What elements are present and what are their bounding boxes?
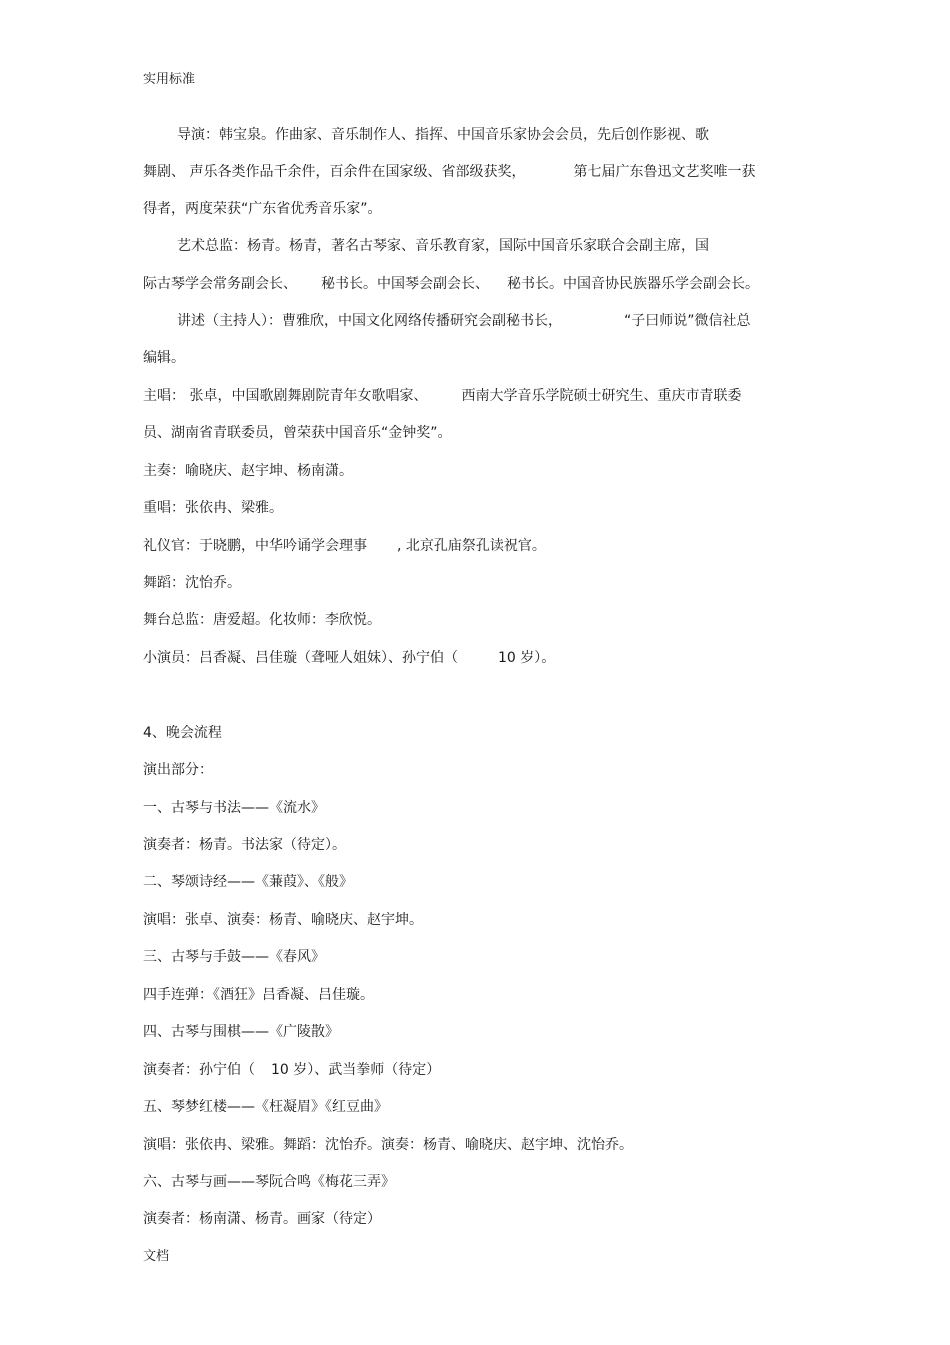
lead-singer-line-2: 员、湖南省青联委员，曾荣获中国音乐“金钟奖”。 — [143, 425, 452, 441]
dance: 舞蹈：沈怡乔。 — [143, 575, 241, 591]
director-line-3: 得者，两度荣获“广东省优秀音乐家”。 — [143, 201, 382, 217]
program-item-detail-b: 10 岁）、武当拳师（待定） — [271, 1062, 441, 1078]
program-item-detail — [143, 1061, 440, 1079]
ceremony — [143, 537, 546, 555]
director-line-1: 导演：韩宝泉。作曲家、音乐制作人、指挥、中国音乐家协会会员，先后创作影视、歌 — [177, 127, 709, 143]
program-item-title: 四、古琴与围棋——《广陵散》 — [143, 1024, 339, 1040]
director-line-2 — [143, 163, 755, 181]
program-subheading: 演出部分： — [143, 762, 213, 778]
lead-singer-line-1a: 主唱： 张卓，中国歌剧舞剧院青年女歌唱家、 — [143, 388, 428, 404]
child-actors-b: 10 岁）。 — [498, 650, 556, 666]
lead-singer-line-1 — [143, 387, 741, 405]
art-director-line-2 — [143, 275, 759, 293]
page-header: 实用标准 — [143, 72, 196, 87]
narrator-line-1b: “子曰师说”微信社总 — [624, 313, 751, 329]
program-item-detail: 演唱：张依冉、梁雅。舞蹈：沈怡乔。演奏：杨青、喻晓庆、赵宇坤、沈怡乔。 — [143, 1137, 633, 1153]
director-line-2b: 第七届广东鲁迅文艺奖唯一获 — [573, 164, 756, 180]
page-footer: 文档 — [143, 1249, 170, 1264]
narrator-line-1a: 讲述（主持人）：曹雅欣，中国文化网络传播研究会副秘书长， — [177, 313, 562, 329]
narrator-line-2: 编辑。 — [143, 350, 185, 366]
program-item-detail: 演唱：张卓、演奏：杨青、喻晓庆、赵宇坤。 — [143, 912, 423, 928]
director-line-2a: 舞剧、 声乐各类作品千余件，百余件在国家级、省部级获奖， — [143, 164, 526, 180]
program-item-detail: 四手连弹：《酒狂》吕香凝、吕佳璇。 — [143, 987, 374, 1003]
program-item-detail: 演奏者：杨青。书法家（待定）。 — [143, 837, 346, 853]
program-item-title: 五、琴梦红楼——《枉凝眉》《红豆曲》 — [143, 1099, 388, 1115]
ceremony-b: , 北京孔庙祭孔读祝官。 — [397, 538, 546, 554]
program-item-detail-a: 演奏者：孙宁伯（ — [143, 1062, 255, 1078]
program-item-title: 三、古琴与手鼓——《春风》 — [143, 949, 325, 965]
program-heading: 4、晚会流程 — [143, 725, 222, 741]
child-actors-a: 小演员：吕香凝、吕佳璇（聋哑人姐妹）、孙宁伯（ — [143, 650, 458, 666]
art-director-line-2b: 秘书长。中国琴会副会长、 — [321, 276, 489, 292]
stage: 舞台总监：唐爱超。化妆师：李欣悦。 — [143, 612, 381, 628]
art-director-line-1: 艺术总监：杨青。杨青，著名古琴家、音乐教育家，国际中国音乐家联合会副主席，国 — [177, 238, 709, 254]
art-director-line-2c: 秘书长。中国音协民族器乐学会副会长。 — [507, 276, 759, 292]
lead-singer-line-1b: 西南大学音乐学院硕士研究生、重庆市青联委 — [461, 388, 742, 404]
child-actors — [143, 649, 555, 667]
program-item-title: 二、琴颂诗经——《蒹葭》、《般》 — [143, 874, 353, 890]
art-director-line-2a: 际古琴学会常务副会长、 — [143, 276, 297, 292]
program-item-detail: 演奏者：杨南潇、杨青。画家（待定） — [143, 1211, 381, 1227]
program-item-title: 六、古琴与画——琴阮合鸣《梅花三弄》 — [143, 1174, 395, 1190]
chorus: 重唱：张依冉、梁雅。 — [143, 500, 283, 516]
program-item-title: 一、古琴与书法——《流水》 — [143, 800, 325, 816]
lead-players: 主奏：喻晓庆、赵宇坤、杨南潇。 — [143, 463, 353, 479]
narrator-line-1 — [177, 312, 751, 330]
ceremony-a: 礼仪官：于晓鹏，中华吟诵学会理事 — [143, 538, 367, 554]
